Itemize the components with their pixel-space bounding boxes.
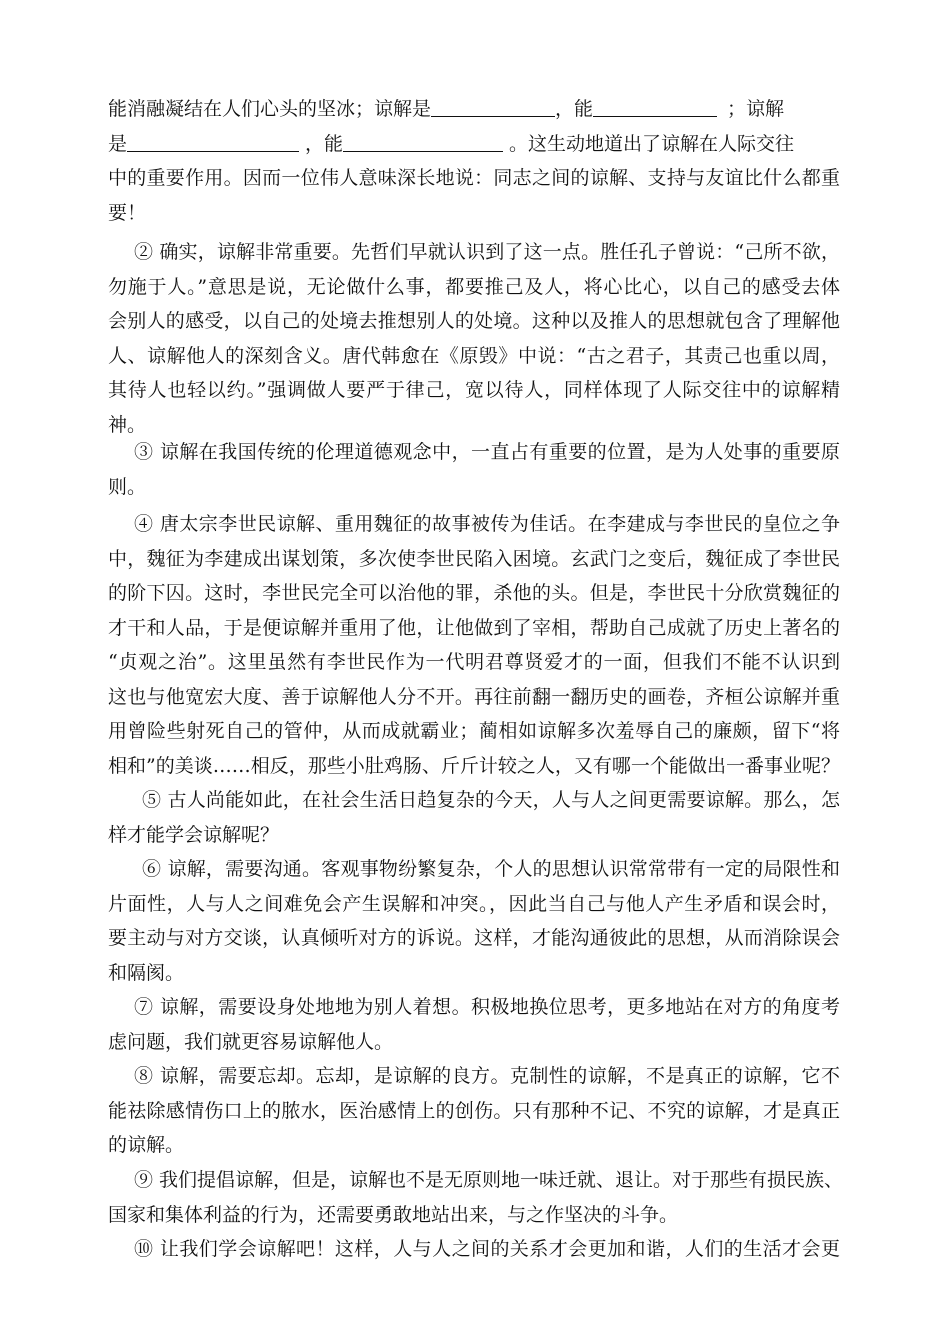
paragraph-line: ⑨ 我们提倡谅解，但是，谅解也不是无原则地一味迁就、退让。对于那些有损民族、	[134, 1169, 844, 1191]
paragraph-line: ⑩ 让我们学会谅解吧！这样，人与人之间的关系才会更加和谐，人们的生活才会更	[134, 1238, 840, 1260]
paragraph-line: 中，魏征为李建成出谋划策，多次使李世民陷入困境。玄武门之变后，魏征成了李世民	[108, 547, 840, 570]
paragraph-line: 人、谅解他人的深刻含义。唐代韩愈在《原毁》中说：“古之君子，其责己也重以周，	[108, 344, 840, 367]
answer-blank-2[interactable]	[593, 98, 717, 117]
paragraph-line: 能祛除感情伤口上的脓水，医治感情上的创伤。只有那种不记、不究的谅解，才是真正	[108, 1099, 840, 1122]
paragraph-line: 的谅解。	[108, 1134, 185, 1156]
paragraph-1-line-4: 要！	[108, 201, 147, 224]
paragraph-line: 会别人的感受，以自己的处境去推想别人的处境。这种以及推人的思想就包含了理解他	[108, 310, 840, 332]
answer-blank-4[interactable]	[343, 133, 503, 152]
paragraph-1-line-2: 是 ，能 。这生动地道出了谅解在人际交往	[108, 132, 795, 155]
paragraph-line: 这也与他宽宏大度、善于谅解他人分不开。再往前翻一翻历史的画卷，齐桓公谅解并重	[108, 685, 840, 708]
paragraph-line: 勿施于人。”意思是说，无论做什么事，都要推己及人，将心比心，以自己的感受去体	[108, 275, 840, 298]
paragraph-3	[108, 435, 840, 504]
paragraph-line: 和隔阂。	[108, 961, 185, 984]
paragraph-line: ⑧ 谅解，需要忘却。忘却，是谅解的良方。克制性的谅解，不是真正的谅解，它不	[134, 1065, 840, 1087]
paragraph-line: 则。	[108, 475, 147, 498]
paragraph-7	[108, 990, 840, 1059]
paragraph-line: ④ 唐太宗李世民谅解、重用魏征的故事被传为佳话。在李建成与李世民的皇位之争	[134, 513, 840, 535]
paragraph-5	[108, 783, 840, 852]
paragraph-1-line-3: 中的重要作用。因而一位伟人意味深长地说：同志之间的谅解、支持与友谊比什么都重	[108, 167, 840, 189]
paragraph-line: ⑦ 谅解，需要设身处地地为别人着想。积极地换位思考，更多地站在对方的角度考	[134, 996, 840, 1018]
paragraph-line: ⑤ 古人尚能如此，在社会生活日趋复杂的今天，人与人之间更需要谅解。那么，怎	[142, 789, 840, 811]
paragraph-line: ⑥ 谅解，需要沟通。客观事物纷繁复杂，个人的思想认识常常带有一定的局限性和	[142, 858, 840, 880]
paragraph-line: 要主动与对方交谈，认真倾听对方的诉说。这样，才能沟通彼此的思想，从而消除误会	[108, 927, 840, 949]
answer-blank-1[interactable]	[431, 98, 555, 117]
paragraph-6	[108, 852, 840, 990]
paragraph-line: 其待人也轻以约。”强调做人要严于律己，宽以待人，同样体现了人际交往中的谅解精	[108, 379, 840, 401]
paragraph-line: 虑问题，我们就更容易谅解他人。	[108, 1030, 394, 1053]
paragraph-line: 的阶下囚。这时，李世民完全可以治他的罪，杀他的头。但是，李世民十分欣赏魏征的	[108, 582, 840, 604]
paragraph-line: 片面性，人与人之间难免会产生误解和冲突。，因此当自己与他人产生矛盾和误会时，	[108, 892, 840, 915]
paragraph-4	[108, 507, 840, 783]
paragraph-line: 用曾险些射死自己的管仲，从而成就霸业；蔺相如谅解多次羞辱自己的廉颇，留下“将	[108, 720, 840, 742]
paragraph-10	[108, 1232, 840, 1267]
paragraph-line: 相和”的美谈……相反，那些小肚鸡肠、斤斤计较之人，又有哪一个能做出一番事业呢？	[108, 754, 840, 777]
paragraph-line: “贞观之治”。这里虽然有李世民作为一代明君尊贤爱才的一面，但我们不能不认识到	[108, 651, 840, 673]
answer-blank-3[interactable]	[127, 133, 299, 152]
paragraph-line: ② 确实，谅解非常重要。先哲们早就认识到了这一点。胜任孔子曾说：“己所不欲，	[134, 241, 840, 263]
paragraph-1	[108, 92, 840, 230]
paragraph-9	[108, 1163, 844, 1232]
paragraph-line: 神。	[108, 413, 147, 436]
paragraph-line: ③ 谅解在我国传统的伦理道德观念中，一直占有重要的位置，是为人处事的重要原	[134, 441, 840, 463]
paragraph-8	[108, 1059, 840, 1163]
paragraph-line: 国家和集体利益的行为，还需要勇敢地站出来，与之作坚决的斗争。	[108, 1203, 679, 1226]
paragraph-2	[108, 235, 840, 442]
paragraph-1-line-1: 能消融凝结在人们心头的坚冰；谅解是 ，能 ；谅解	[108, 98, 785, 120]
paragraph-line: 才干和人品，于是便谅解并重用了他，让他做到了宰相，帮助自己成就了历史上著名的	[108, 616, 840, 639]
paragraph-line: 样才能学会谅解呢？	[108, 823, 280, 846]
